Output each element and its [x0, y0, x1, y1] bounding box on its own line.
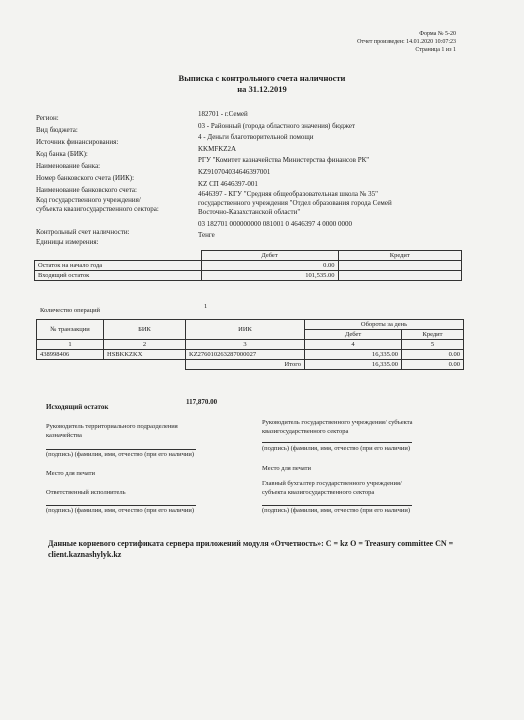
field-value-bank-name: РГУ "Комитет казначейства Министерства финансов РК": [198, 156, 370, 164]
sig-caption: (подпись) (фамилия, имя, отчество (при его наличии): [262, 507, 410, 514]
report-date: Отчет произведен: 14.01.2020 10:07:23: [357, 39, 456, 45]
form-header: [357, 30, 456, 54]
field-value-source: 4 - Деньги благотворительной помощи: [198, 133, 314, 141]
ops-cell-credit: 0.00: [402, 350, 464, 360]
ops-total-label: Итого: [186, 360, 305, 370]
field-label-source: Источник финансирования:: [36, 138, 119, 146]
sig-right-head-2: квазигосударственного сектора: [262, 428, 349, 435]
ops-colnum: 5: [402, 340, 464, 350]
chief-accountant-label: Главный бухгалтер государственного учреждения/: [262, 480, 402, 487]
balance-table: [34, 250, 462, 281]
closing-label: Исходящий остаток: [46, 403, 109, 411]
ops-total-credit: 0.00: [402, 360, 464, 370]
stamp-label-right: Место для печати: [262, 465, 311, 472]
sig-line: [46, 449, 196, 450]
ops-total-debit: 16,335.00: [305, 360, 402, 370]
table-row: [37, 350, 464, 360]
ops-colnum: 3: [186, 340, 305, 350]
field-label-region: Регион:: [36, 114, 59, 122]
ops-colnum: 4: [305, 340, 402, 350]
sig-line: [262, 505, 412, 506]
table-row: [37, 360, 464, 370]
page-number: Страница 1 из 1: [415, 47, 456, 53]
field-label-account-no: Номер банковского счета (ИИК):: [36, 174, 135, 182]
executor-label: Ответственный исполнитель: [46, 489, 126, 496]
field-label-bik: Код банка (БИК):: [36, 150, 88, 158]
field-value-budget: 03 - Районный (города областного значения) бюджет: [198, 122, 356, 130]
chief-accountant-label-2: субъекта квазигосударственного сектора: [262, 489, 375, 496]
balance-row-debit: 0.00: [201, 261, 338, 271]
field-value-units: Тенге: [198, 231, 215, 239]
table-row: [35, 271, 462, 281]
document-title: [0, 73, 524, 95]
title-line-2: на 31.12.2019: [237, 84, 287, 94]
ops-header-debit: Дебет: [305, 330, 402, 340]
ops-cell-iik: KZ276010263287000027: [186, 350, 305, 360]
ops-header-bik: БИК: [104, 320, 186, 340]
ops-count-value: 1: [204, 303, 208, 310]
field-label-budget: Вид бюджета:: [36, 126, 78, 134]
form-number: Форма № 5-20: [419, 31, 456, 37]
field-label-org-code-2: субъекта квазигосударственного сектора:: [36, 205, 159, 213]
sig-caption: (подпись) (фамилия, имя, отчество (при его наличии): [46, 507, 194, 514]
ops-cell-bik: HSBKKZKX: [104, 350, 186, 360]
sig-caption: (подпись) (фамилия, имя, отчество (при его наличии): [46, 451, 194, 458]
balance-row-label: Входящий остаток: [35, 271, 202, 281]
balance-header-debit: Дебет: [201, 251, 338, 261]
balance-row-debit: 101,535.00: [201, 271, 338, 281]
sig-caption: (подпись) (фамилия, имя, отчество (при его наличии): [262, 445, 410, 452]
title-line-1: Выписка с контрольного счета наличности: [178, 73, 346, 83]
table-row: [35, 261, 462, 271]
field-value-account-no: KZ910704034646397001: [198, 168, 271, 176]
field-value-org-code-2: государственного учреждения "Отдел образования города Семей: [198, 199, 392, 207]
ops-header-credit: Кредит: [402, 330, 464, 340]
ops-colnum: 1: [37, 340, 104, 350]
ops-count-label: Количество операций: [40, 307, 101, 314]
field-label-org-code: Код государственного учреждения/: [36, 196, 141, 204]
field-value-control-account: 03 182701 000000000 081001 0 4646397 4 0000 0000: [198, 220, 352, 228]
field-label-bank-name: Наименование банка:: [36, 162, 101, 170]
field-label-control-account: Контрольный счет наличности:: [36, 228, 130, 236]
sig-line: [262, 442, 412, 443]
sig-right-head: Руководитель государственного учреждения/ субъекта: [262, 419, 413, 426]
operations-table: [36, 319, 464, 370]
sig-left-head: Руководитель территориального подразделения: [46, 423, 178, 430]
ops-cell-debit: 16,335.00: [305, 350, 402, 360]
field-label-account-name: Наименование банковского счета:: [36, 186, 137, 194]
sig-line: [46, 505, 196, 506]
ops-cell-txn: 438998406: [37, 350, 104, 360]
balance-row-credit: [338, 261, 462, 271]
balance-header-credit: Кредит: [338, 251, 462, 261]
certificate-footer: Данные корневого сертификата сервера приложений модуля «Отчетность»: C = kz O = Treasury committee CN = client.kaznashylyk.kz: [48, 539, 454, 559]
closing-value: 117,870.00: [186, 398, 218, 406]
stamp-label: Место для печати: [46, 470, 95, 477]
field-value-org-code: 4646397 - КГУ "Средняя общеобразовательная школа № 35": [198, 190, 379, 198]
field-value-bik: KKMFKZ2A: [198, 145, 237, 153]
sig-left-head-2: казначейства: [46, 432, 82, 439]
balance-row-label: Остаток на начало года: [35, 261, 202, 271]
field-value-org-code-3: Восточно-Казахстанской области": [198, 208, 301, 216]
ops-header-turnover: Обороты за день: [305, 320, 464, 330]
ops-header-iik: ИИК: [186, 320, 305, 340]
field-value-region: 182701 - г.Семей: [198, 110, 248, 118]
ops-colnum: 2: [104, 340, 186, 350]
field-label-units: Единицы измерения:: [36, 238, 99, 246]
ops-header-txn: № транзакции: [37, 320, 104, 340]
balance-row-credit: [338, 271, 462, 281]
field-value-account-name: KZ СП 4646397-001: [198, 180, 258, 188]
